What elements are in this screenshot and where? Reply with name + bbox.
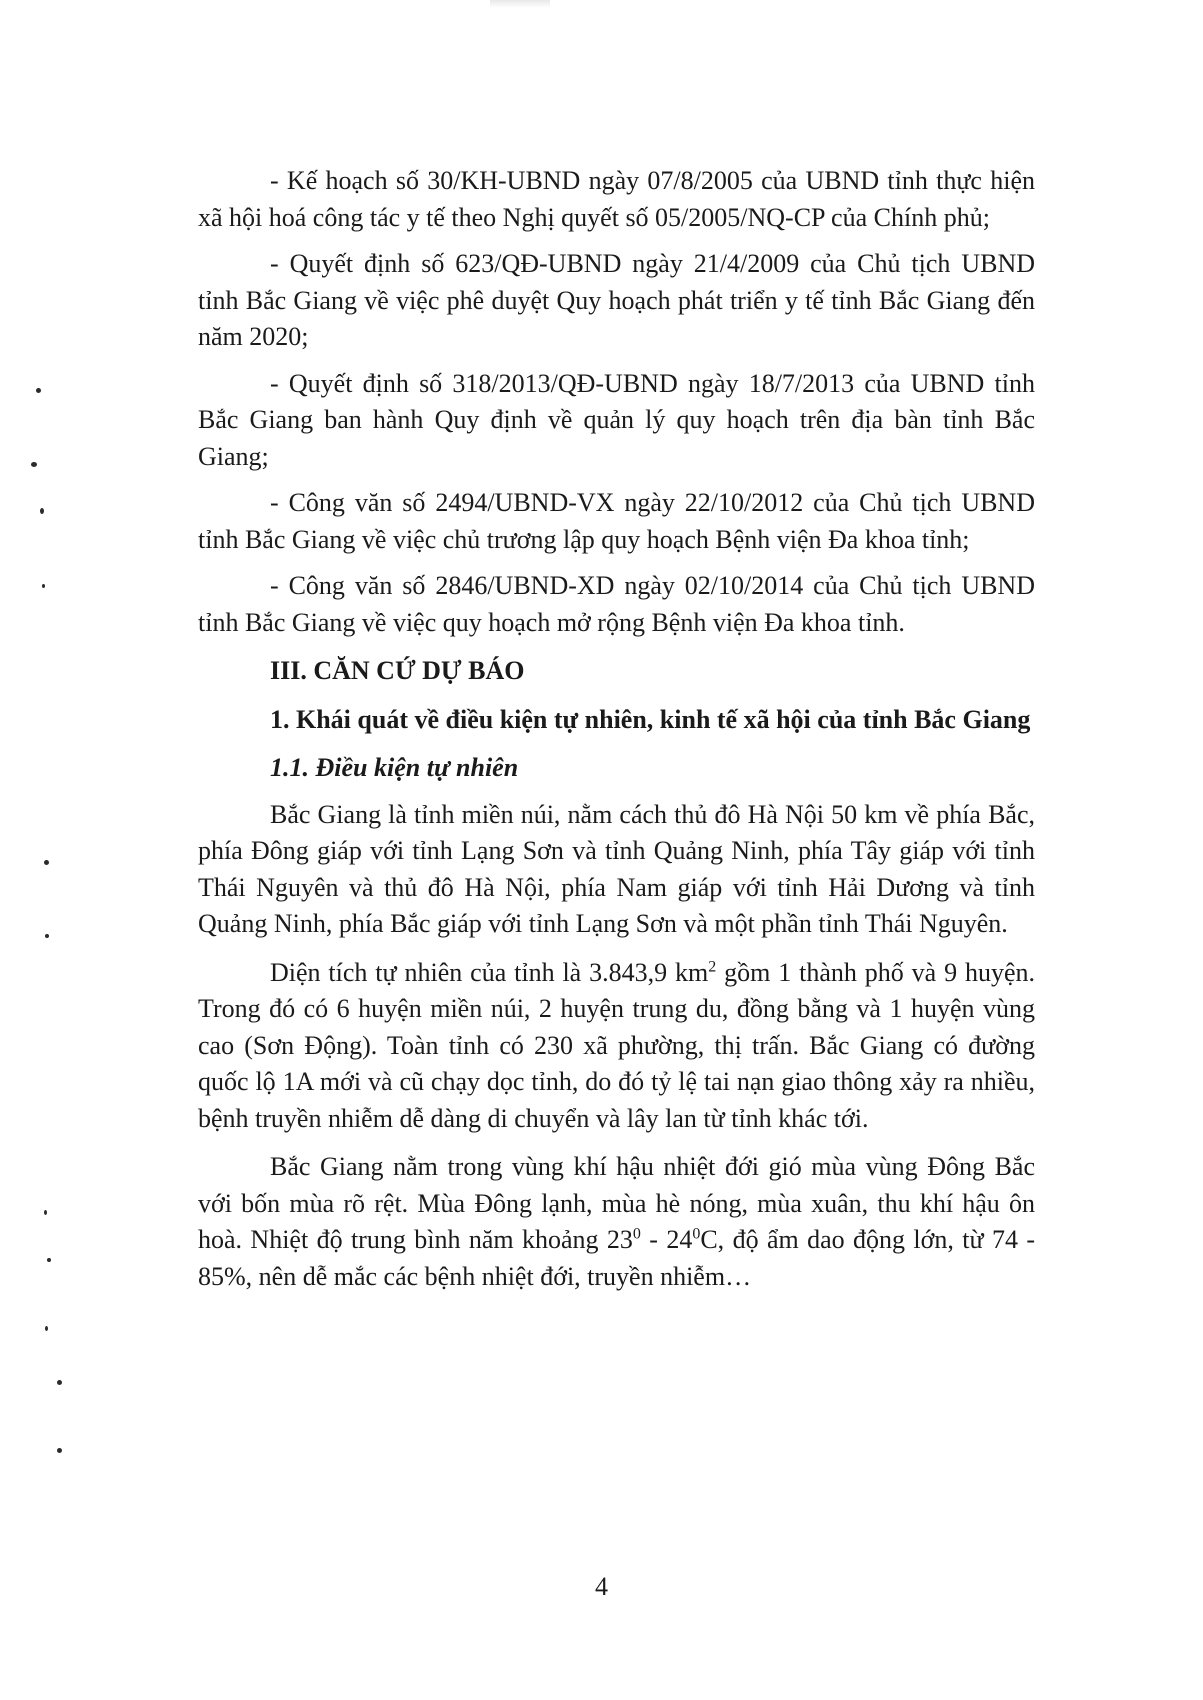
- superscript: 0: [692, 1225, 701, 1243]
- text-run: C, độ ẩm dao động lớn, từ 74 - 85%, nên dễ mắc các bệnh nhiệt đới, truyền nhiễm…: [198, 1225, 1036, 1291]
- text-run: - 24: [640, 1225, 693, 1254]
- scan-artifact: [490, 0, 550, 8]
- body-paragraph: [198, 1149, 1035, 1295]
- subsubsection-heading: 1.1. Điều kiện tự nhiên: [270, 753, 519, 782]
- legal-basis-item: - Công văn số 2494/UBND-VX ngày 22/10/2012 của Chủ tịch UBND tỉnh Bắc Giang về việc chủ trương lập quy hoạch Bệnh viện Đa khoa tỉnh;: [198, 488, 1035, 554]
- scan-speck: [57, 1448, 62, 1453]
- text-run: Bắc Giang nằm trong vùng khí hậu nhiệt đới gió mùa vùng Đông Bắc với bốn mùa rõ rệt. Mùa Đông lạnh, mùa hè nóng, mùa xuân, thu khí hậu ôn hoà. Nhiệt độ trung bình năm khoảng 23: [198, 1152, 1035, 1254]
- scan-speck: [57, 1380, 62, 1385]
- scan-speck: [44, 1210, 47, 1215]
- body-paragraph: [198, 955, 1035, 1138]
- legal-basis-item: - Công văn số 2846/UBND-XD ngày 02/10/2014 của Chủ tịch UBND tỉnh Bắc Giang về việc quy hoạch mở rộng Bệnh viện Đa khoa tỉnh.: [198, 571, 1035, 637]
- scan-speck: [31, 462, 37, 467]
- legal-basis-item: - Quyết định số 623/QĐ-UBND ngày 21/4/2009 của Chủ tịch UBND tỉnh Bắc Giang về việc phê duyệt Quy hoạch phát triển y tế tỉnh Bắc Giang đến năm 2020;: [198, 249, 1035, 351]
- superscript: 0: [632, 1225, 641, 1243]
- scan-speck: [44, 860, 49, 865]
- page-number: 4: [595, 1572, 608, 1601]
- scan-speck: [40, 508, 44, 514]
- text-run: Diện tích tự nhiên của tỉnh là 3.843,9 km: [270, 957, 709, 987]
- document-body: [198, 163, 1035, 1295]
- scan-speck: [45, 1326, 48, 1331]
- legal-basis-item: - Kế hoạch số 30/KH-UBND ngày 07/8/2005 của UBND tỉnh thực hiện xã hội hoá công tác y tế theo Nghị quyết số 05/2005/NQ-CP của Chính phủ;: [198, 166, 1035, 232]
- legal-basis-item: - Quyết định số 318/2013/QĐ-UBND ngày 18/7/2013 của UBND tỉnh Bắc Giang ban hành Quy định về quản lý quy hoạch trên địa bàn tỉnh Bắc Giang;: [198, 368, 1035, 471]
- section-heading: III. CĂN CỨ DỰ BÁO: [270, 656, 525, 685]
- scan-speck: [45, 934, 49, 938]
- superscript: 2: [708, 957, 717, 975]
- text-run: gồm 1 thành phố và 9 huyện. Trong đó có 6 huyện miền núi, 2 huyện trung du, đồng bằng và 1 huyện vùng cao (Sơn Động). Toàn tỉnh có 230 xã phường, thị trấn. Bắc Giang có đường quốc lộ 1A mới và cũ chạy dọc tỉnh, do đó tỷ lệ tai nạn giao thông xảy ra nhiều, bệnh truyền nhiễm dễ dàng di chuyển và lây lan từ tỉnh khác tới.: [198, 957, 1035, 1133]
- subsection-heading: 1. Khái quát về điều kiện tự nhiên, kinh tế xã hội của tỉnh Bắc Giang: [270, 704, 1031, 734]
- scan-speck: [42, 584, 45, 588]
- body-paragraph: Bắc Giang là tỉnh miền núi, nằm cách thủ đô Hà Nội 50 km về phía Bắc, phía Đông giáp với tỉnh Lạng Sơn và tỉnh Quảng Ninh, phía Tây giáp với tỉnh Thái Nguyên và thủ đô Hà Nội, phía Nam giáp với tỉnh Hải Dương và tỉnh Quảng Ninh, phía Bắc giáp với tỉnh Lạng Sơn và một phần tỉnh Thái Nguyên.: [198, 799, 1035, 938]
- scan-speck: [36, 388, 41, 393]
- scan-speck: [47, 1258, 51, 1262]
